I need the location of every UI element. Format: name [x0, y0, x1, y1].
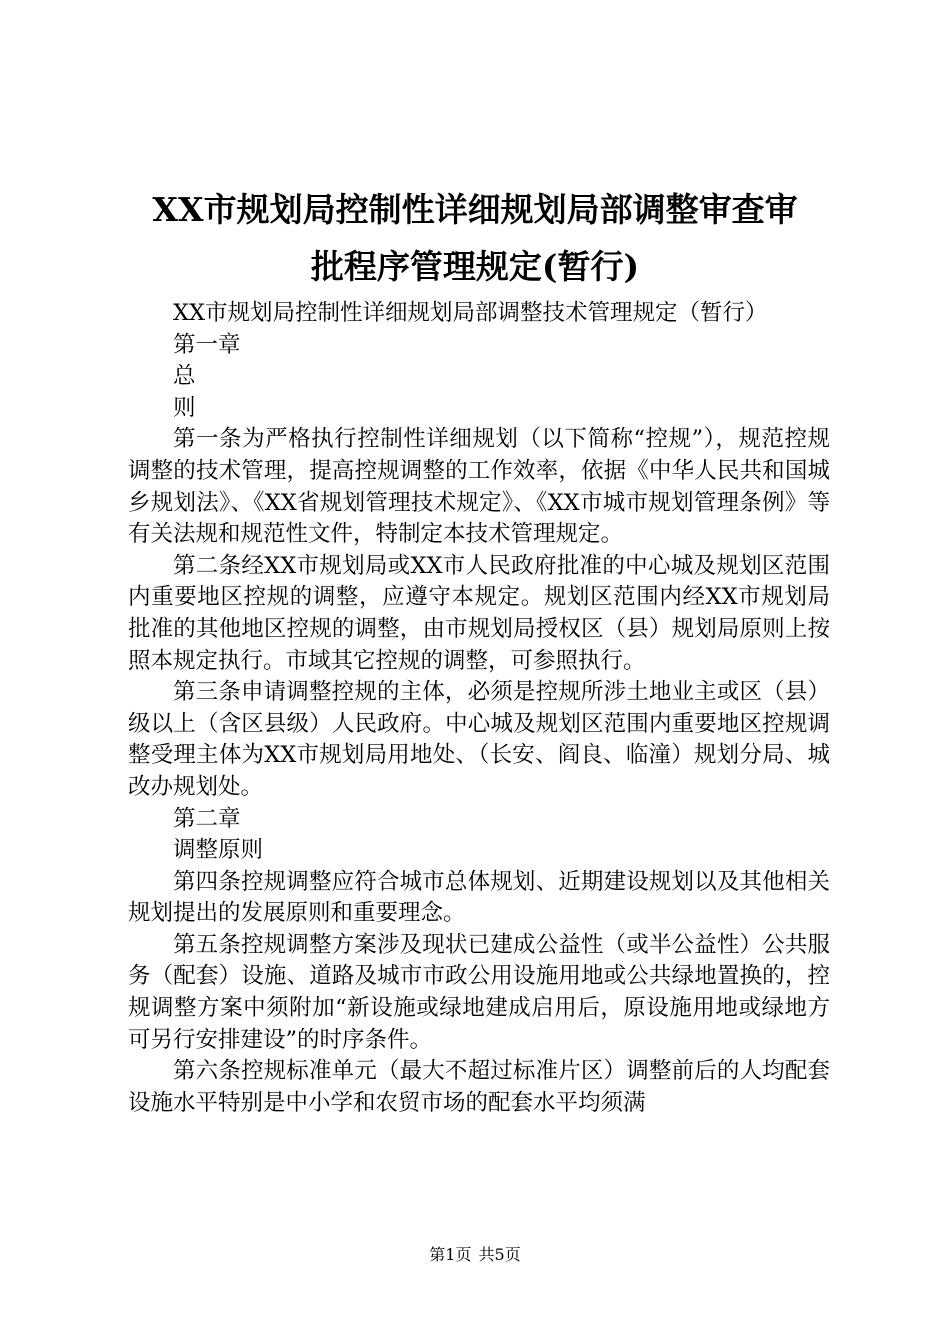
page-number: 第1页 — [429, 1245, 472, 1264]
article-6: 第六条控规标准单元（最大不超过标准片区）调整前后的人均配套设施水平特别是中小学和农贸市场的配套水平均须满 — [128, 1058, 830, 1116]
chapter-1-title-char-2: 则 — [173, 394, 196, 421]
chapter-2-title: 调整原则 — [173, 837, 264, 864]
article-2: 第二条经XX市规划局或XX市人民政府批准的中心城及规划区范围内重要地区控规的调整，应遵守本规定。规划区范围内经XX市规划局批准的其他地区控规的调整，由市规划局授权区（县）规划局原则上按照本规定执行。市域其它控规的调整，可参照执行。 — [128, 552, 830, 674]
subtitle-paragraph: XX市规划局控制性详细规划局部调整技术管理规定（暂行） — [173, 300, 768, 326]
chapter-1-heading: 第一章 — [173, 331, 241, 358]
article-1: 第一条为严格执行控制性详细规划（以下简称“控规”），规范控规调整的技术管理，提高控规调整的工作效率，依据《中华人民共和国城乡规划法》、《XX省规划管理技术规定》、《XX市城市规划管理条例》等有关法规和规范性文件，特制定本技术管理规定。 — [128, 426, 830, 548]
article-4: 第四条控规调整应符合城市总体规划、近期建设规划以及其他相关规划提出的发展原则和重要理念。 — [128, 868, 830, 927]
document-title-line-1: XX市规划局控制性详细规划局部调整审查审 — [152, 190, 798, 229]
article-3: 第三条申请调整控规的主体，必须是控规所涉土地业主或区（县）级以上（含区县级）人民政府。中心城及规划区范围内重要地区控规调整受理主体为XX市规划局用地处、（长安、阎良、临潼）规划分局、城改办规划处。 — [128, 679, 830, 800]
chapter-2-heading: 第二章 — [173, 805, 241, 832]
chapter-1-title-char-1: 总 — [173, 363, 196, 390]
page-total: 共5页 — [478, 1245, 521, 1264]
document-title-line-2: 批程序管理规定(暂行) — [310, 247, 640, 286]
document-body — [128, 298, 830, 1119]
article-5: 第五条控规调整方案涉及现状已建成公益性（或半公益性）公共服务（配套）设施、道路及城市市政公用设施用地或公共绿地置换的，控规调整方案中须附加“新设施或绿地建成启用后，原设施用地或绿地方可另行安排建设”的时序条件。 — [128, 931, 830, 1053]
page-footer — [0, 1243, 950, 1267]
